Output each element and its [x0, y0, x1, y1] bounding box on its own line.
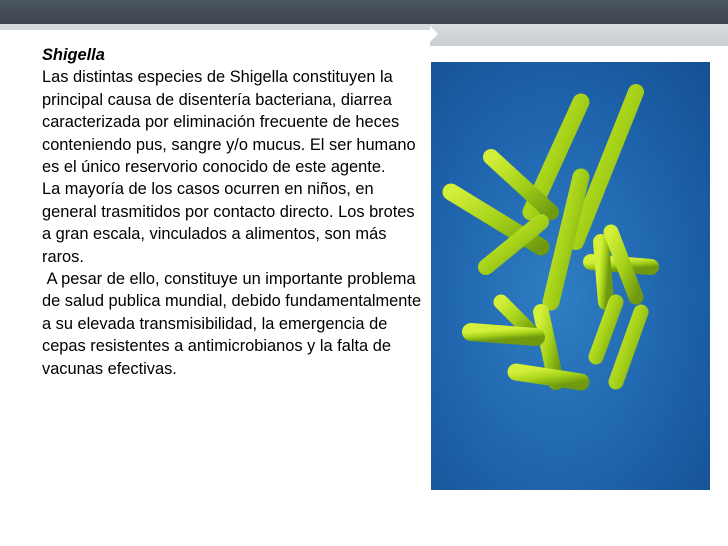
header-accent-tab	[430, 24, 728, 46]
paragraph-1: Las distintas especies de Shigella constituyen la principal causa de disentería bacteriana, diarrea caracterizada por eliminación frecuente de heces conteniendo pus, sangre y/o mucus. El ser humano es el único reservorio conocido de este agente.	[42, 68, 416, 177]
bacteria-illustration	[431, 62, 710, 490]
bacterium-rod	[616, 312, 641, 382]
slide-heading: Shigella	[42, 46, 105, 64]
bacteria-photo	[431, 62, 710, 490]
bacterium-rod	[471, 332, 536, 337]
bacterium-rod	[601, 242, 606, 302]
paragraph-3: A pesar de ello, constituye un importante problema de salud publica mundial, debido fundamentalmente a su elevada transmisibilidad, la emergencia de cepas resistentes a antimicrobianos y la falta de vacunas efectivas.	[42, 270, 426, 378]
bacterium-rod	[516, 372, 581, 382]
bacterium-rod	[576, 92, 636, 242]
header-bar	[0, 0, 728, 24]
header-arrow-icon	[430, 26, 438, 42]
slide-text	[42, 44, 428, 380]
paragraph-2: La mayoría de los casos ocurren en niños, en general trasmitidos por contacto directo. Los brotes a gran escala, vinculados a alimentos, son más raros.	[42, 180, 415, 266]
